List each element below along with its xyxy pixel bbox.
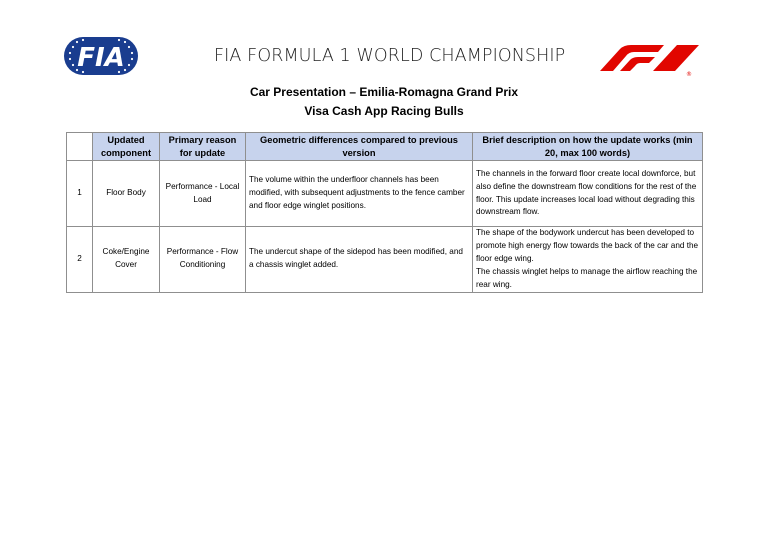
row-number: 2 bbox=[67, 227, 93, 293]
table-header-row bbox=[67, 133, 703, 161]
reason-cell: Performance - Local Load bbox=[160, 161, 246, 227]
header-updated-component: Updated component bbox=[93, 133, 160, 161]
updates-table bbox=[66, 132, 703, 293]
differences-cell: The volume within the underfloor channels has been modified, with subsequent adjustments to the fence camber and floor edge winglet positions. bbox=[246, 161, 473, 227]
championship-title: FIA FORMULA 1 WORLD CHAMPIONSHIP bbox=[214, 46, 566, 66]
header-geometric-differences: Geometric differences compared to previous version bbox=[246, 133, 473, 161]
header-brief-description: Brief description on how the update works (min 20, max 100 words) bbox=[473, 133, 703, 161]
fia-logo-text: FIA bbox=[77, 43, 125, 73]
differences-cell: The undercut shape of the sidepod has been modified, and a chassis winglet added. bbox=[246, 227, 473, 293]
reason-cell: Performance - Flow Conditioning bbox=[160, 227, 246, 293]
table-row bbox=[67, 227, 703, 293]
component-cell: Coke/Engine Cover bbox=[93, 227, 160, 293]
description-cell bbox=[473, 227, 703, 293]
fia-logo bbox=[64, 31, 138, 81]
description-paragraph: The chassis winglet helps to manage the airflow reaching the rear wing. bbox=[476, 266, 698, 289]
header-number bbox=[67, 133, 93, 161]
row-number: 1 bbox=[67, 161, 93, 227]
description-paragraph: The shape of the bodywork undercut has been developed to promote high energy flow towards the back of the car and the floor edge wing. bbox=[476, 228, 699, 263]
registered-mark: ® bbox=[686, 71, 692, 77]
presentation-title: Car Presentation – Emilia-Romagna Grand Prix bbox=[249, 85, 519, 99]
table-row bbox=[67, 161, 703, 227]
description-paragraph: The channels in the forward floor create local downforce, but also define the downstream flow conditions for the rest of the floor. This update increases local load without degrading this downstream flow. bbox=[476, 168, 697, 217]
team-name: Visa Cash App Racing Bulls bbox=[304, 104, 464, 118]
description-cell bbox=[473, 161, 703, 227]
f1-logo bbox=[598, 41, 702, 77]
component-cell: Floor Body bbox=[93, 161, 160, 227]
header-primary-reason: Primary reason for update bbox=[160, 133, 246, 161]
